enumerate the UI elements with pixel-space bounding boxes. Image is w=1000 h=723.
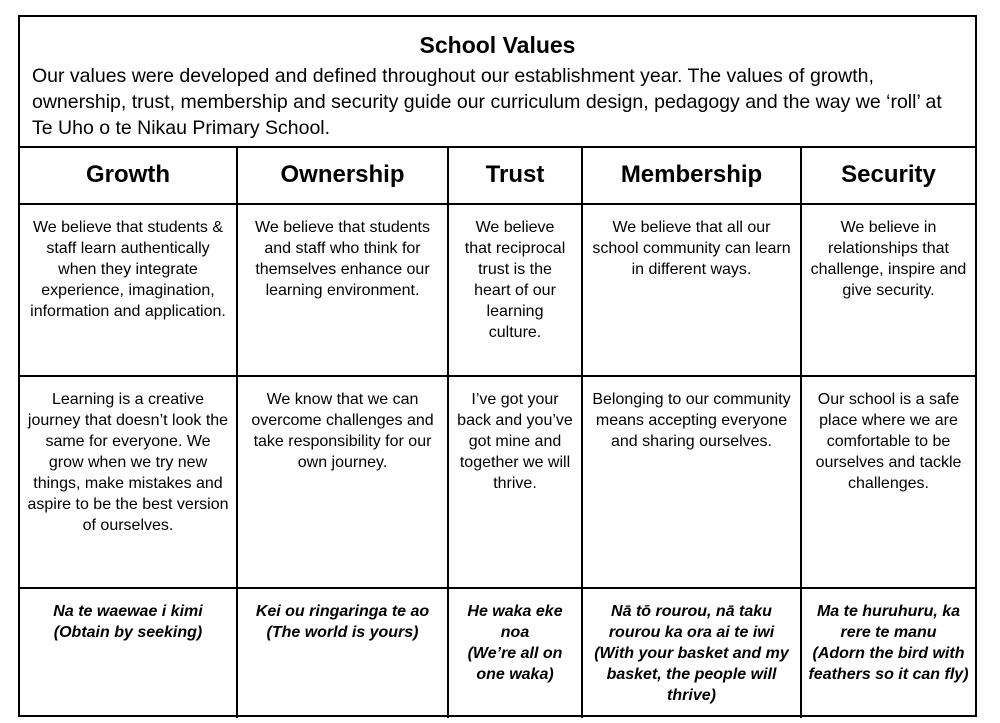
proverb-translation-ownership: (The world is yours) [266,624,419,641]
proverb-translation-trust: (We’re all on one waka) [467,645,563,683]
proverb-membership: Nā tō rourou, nā taku rourou ka ora ai te iwi [608,603,775,641]
learning-row [20,376,975,588]
belief-membership: We believe that all our school community can learn in different ways. [582,204,801,376]
value-heading-security: Security [801,146,975,204]
proverb-translation-growth: (Obtain by seeking) [53,624,203,641]
belief-trust: We believe that reciprocal trust is the heart of our learning culture. [448,204,582,376]
proverb-translation-security: (Adorn the bird with feathers so it can fly) [808,645,969,683]
intro-paragraph: Our values were developed and defined throughout our establishment year. The values of growth, ownership, trust, membership and security guide our curriculum design, pedagogy and the way we ‘roll’ at Te Uho o te Nikau Primary School. [32,65,942,139]
proverb-row [20,588,975,718]
values-table [20,146,975,718]
learning-growth: Learning is a creative journey that doesn’t look the same for everyone. We grow when we try new things, make mistakes and aspire to be the best version of ourselves. [20,376,237,588]
header-section [20,17,975,148]
value-heading-trust: Trust [448,146,582,204]
belief-security: We believe in relationships that challenge, inspire and give security. [801,204,975,376]
proverb-cell-ownership [237,588,448,718]
proverb-trust: He waka eke noa [467,603,563,641]
proverb-cell-membership [582,588,801,718]
belief-growth: We believe that students & staff learn authentically when they integrate experience, imagination, information and application. [20,204,237,376]
belief-ownership: We believe that students and staff who think for themselves enhance our learning environment. [237,204,448,376]
proverb-cell-growth [20,588,237,718]
proverb-growth: Na te waewae i kimi [53,603,203,620]
learning-membership: Belonging to our community means accepting everyone and sharing ourselves. [582,376,801,588]
proverb-cell-trust [448,588,582,718]
value-heading-membership: Membership [582,146,801,204]
belief-row [20,204,975,376]
learning-trust: I’ve got your back and you’ve got mine and together we will thrive. [448,376,582,588]
school-values-document [18,15,977,717]
proverb-security: Ma te huruhuru, ka rere te manu [816,603,961,641]
proverb-ownership: Kei ou ringaringa te ao [255,603,430,620]
learning-security: Our school is a safe place where we are comfortable to be ourselves and tackle challenges. [801,376,975,588]
proverb-cell-security [801,588,975,718]
page-title: School Values [419,32,576,58]
proverb-translation-membership: (With your basket and my basket, the people will thrive) [594,645,789,704]
learning-ownership: We know that we can overcome challenges and take responsibility for our own journey. [237,376,448,588]
values-header-row [20,146,975,204]
value-heading-ownership: Ownership [237,146,448,204]
value-heading-growth: Growth [20,146,237,204]
